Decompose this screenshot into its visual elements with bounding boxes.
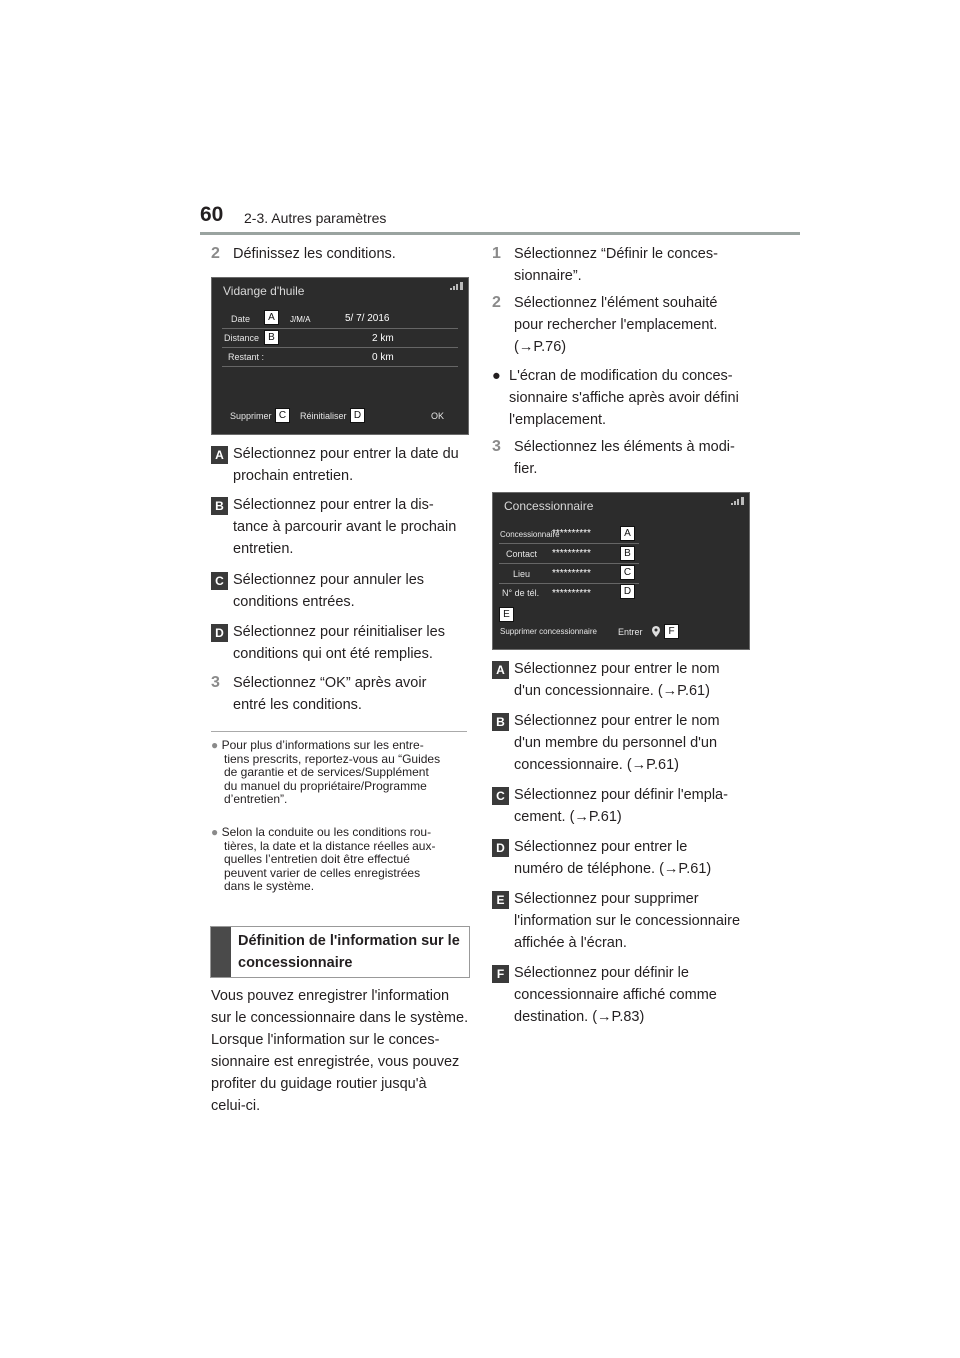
screen-title: Concessionnaire bbox=[504, 499, 594, 513]
callout-f: F bbox=[664, 624, 679, 639]
step-text: Sélectionnez l'élément souhaité pour rechercher l'emplacement. (→P.76) bbox=[514, 295, 718, 355]
dealer-name-value: ********** bbox=[552, 528, 591, 539]
remaining-label: Restant : bbox=[228, 352, 265, 362]
item-e-text: Sélectionnez pour supprimer l'information sur le concessionnaire affichée à l'écran. bbox=[514, 891, 741, 951]
item-c-text: Sélectionnez pour définir l'empla- cement. (→P.61) bbox=[514, 787, 728, 825]
callout-c: C bbox=[620, 565, 635, 580]
screen-title: Vidange d'huile bbox=[223, 284, 305, 298]
note-2: ● Selon la conduite ou les conditions rou- tières, la date et la distance réelles aux- quelles l’entretien doit être effectué peuvent varier de celles enregistrées dans le système. bbox=[211, 825, 436, 893]
signal-icon bbox=[450, 282, 464, 290]
item-a-text: Sélectionnez pour entrer le nom d'un concessionnaire. (→P.61) bbox=[514, 661, 720, 699]
badge-c: C bbox=[211, 572, 228, 590]
bullet-icon: ● bbox=[211, 738, 219, 752]
step-text: Sélectionnez les éléments à modi- fier. bbox=[514, 439, 735, 477]
callout-b: B bbox=[620, 546, 635, 561]
badge-f: F bbox=[492, 965, 509, 983]
badge-b: B bbox=[492, 713, 509, 731]
contact-value: ********** bbox=[552, 548, 591, 559]
item-d-text: Sélectionnez pour réinitialiser les conditions qui ont été remplies. bbox=[233, 624, 445, 662]
step-number: 3 bbox=[492, 438, 501, 455]
step-number: 1 bbox=[492, 245, 501, 262]
step-text: Définissez les conditions. bbox=[233, 246, 396, 262]
section-title: 2-3. Autres paramètres bbox=[244, 210, 387, 226]
page-number: 60 bbox=[200, 203, 224, 226]
callout-d: D bbox=[620, 584, 635, 599]
date-button[interactable]: Date bbox=[231, 314, 251, 324]
item-b-text: Sélectionnez pour entrer le nom d'un membre du personnel d'un concessionnaire. (→P.61) bbox=[514, 713, 720, 773]
section-body: Vous pouvez enregistrer l'information sur le concessionnaire dans le système. Lorsque l'information sur le conces- sionnaire est enregistrée, vous pouvez profiter du guidage routier jusqu'à celui-ci. bbox=[211, 988, 469, 1114]
callout-d: D bbox=[350, 408, 365, 423]
dealer-screen bbox=[492, 492, 750, 650]
step-number: 2 bbox=[492, 294, 501, 311]
divider bbox=[222, 366, 458, 367]
badge-d: D bbox=[211, 624, 228, 642]
distance-button[interactable]: Distance bbox=[224, 333, 260, 343]
callout-c: C bbox=[275, 408, 290, 423]
item-c-text: Sélectionnez pour annuler les conditions entrées. bbox=[233, 572, 425, 610]
remaining-value: 0 km bbox=[372, 352, 394, 363]
bullet-symbol: ● bbox=[492, 368, 501, 384]
section-heading-box bbox=[210, 926, 470, 978]
dealer-name-button[interactable]: Concessionnaire bbox=[500, 530, 560, 539]
section-bar bbox=[211, 927, 231, 977]
delete-button[interactable]: Supprimer bbox=[230, 411, 272, 421]
location-button[interactable]: Lieu bbox=[513, 569, 531, 579]
location-value: ********** bbox=[552, 568, 591, 579]
callout-a: A bbox=[264, 310, 279, 325]
badge-b: B bbox=[211, 497, 228, 515]
step-text: Sélectionnez “Définir le conces- sionnaire”. bbox=[514, 246, 718, 284]
step-text: Sélectionnez “OK” après avoir entré les conditions. bbox=[233, 675, 427, 713]
badge-a: A bbox=[492, 661, 509, 679]
distance-value: 2 km bbox=[372, 333, 394, 344]
badge-a: A bbox=[211, 446, 228, 464]
item-a-text: Sélectionnez pour entrer la date du prochain entretien. bbox=[233, 446, 459, 484]
callout-b: B bbox=[264, 330, 279, 345]
section-heading: Définition de l'information sur le concessionnaire bbox=[238, 933, 460, 971]
badge-e: E bbox=[492, 891, 509, 909]
divider bbox=[499, 543, 639, 544]
callout-a: A bbox=[620, 526, 635, 541]
item-f-text: Sélectionnez pour définir le concessionnaire affiché comme destination. (→P.83) bbox=[514, 965, 717, 1025]
item-d-text: Sélectionnez pour entrer le numéro de téléphone. (→P.61) bbox=[514, 839, 712, 877]
note-1: ● Pour plus d’informations sur les entre- tiens prescrits, reportez-vous au “Guides de garantie et de services/Supplément du manuel du propriétaire/Programme d’entretien”. bbox=[211, 738, 441, 806]
divider bbox=[222, 347, 458, 348]
bullet-text: L'écran de modification du conces- sionnaire s'affiche après avoir défini l'emplacement. bbox=[509, 368, 739, 428]
header-rule bbox=[200, 232, 800, 235]
ok-button[interactable]: OK bbox=[431, 411, 445, 421]
divider bbox=[499, 583, 639, 584]
phone-button[interactable]: N° de tél. bbox=[502, 588, 540, 598]
oil-change-screen bbox=[211, 277, 469, 435]
callout-e: E bbox=[499, 607, 514, 622]
phone-value: ********** bbox=[552, 588, 591, 599]
signal-icon bbox=[731, 497, 745, 505]
reset-button[interactable]: Réinitialiser bbox=[300, 411, 347, 421]
divider bbox=[499, 563, 639, 564]
divider bbox=[222, 328, 458, 329]
badge-d: D bbox=[492, 839, 509, 857]
date-value: 5/ 7/ 2016 bbox=[345, 313, 390, 324]
enter-button[interactable]: Entrer bbox=[618, 627, 643, 637]
step-number: 3 bbox=[211, 674, 220, 691]
item-b-text: Sélectionnez pour entrer la dis- tance à parcourir avant le prochain entretien. bbox=[233, 497, 457, 557]
badge-c: C bbox=[492, 787, 509, 805]
delete-dealer-button[interactable]: Supprimer concessionnaire bbox=[500, 627, 597, 636]
bullet-icon: ● bbox=[211, 825, 219, 839]
step-number: 2 bbox=[211, 245, 220, 262]
contact-button[interactable]: Contact bbox=[506, 549, 538, 559]
note-rule bbox=[211, 731, 467, 732]
date-format: J/M/A bbox=[290, 315, 311, 324]
location-pin-icon bbox=[652, 626, 660, 637]
